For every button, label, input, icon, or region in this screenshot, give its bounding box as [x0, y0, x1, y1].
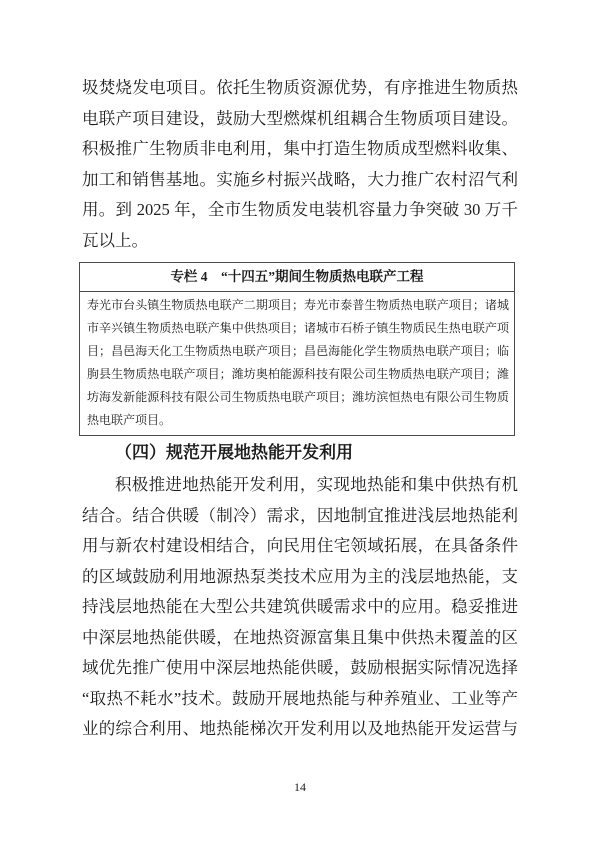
text-line: 中深层地热能供暖，在地热资源富集且集中供热未覆盖的区	[82, 627, 518, 647]
text-line: 积极推广生物质非电利用，集中打造生物质成型燃料收集、	[82, 139, 518, 158]
project-list-line: 朐县生物质热电联产项目；潍坊奥柏能源科技有限公司生物质热电联产项目；潍	[87, 367, 509, 381]
text-line: “取热不耗水”技术。鼓励开展地热能与种养殖业、工业等产	[82, 688, 518, 708]
text-line: 用与新农村建设相结合，向民用住宅领域拓展，在具备条件	[82, 536, 518, 555]
callout-box-title: 专栏 4 “十四五”期间生物质热电联产工程	[80, 263, 514, 292]
text-line: 电联产项目建设，鼓励大型燃煤机组耦合生物质项目建设。	[82, 108, 518, 128]
text-line: 域优先推广使用中深层地热能供暖，鼓励根据实际情况选择	[82, 658, 518, 677]
project-list-line: 市辛兴镇生物质热电联产集中供热项目；诸城市石桥子镇生物质民生热电联产项	[87, 321, 509, 335]
project-list-line: 坊海发新能源科技有限公司生物质热电联产项目；潍坊滨恒热电有限公司生物质	[87, 390, 509, 404]
text-line: 加工和销售基地。实施乡村振兴战略，大力推广农村沼气利	[82, 169, 518, 189]
paragraph-geothermal	[82, 470, 518, 745]
callout-box-zhuanlan-4	[79, 262, 515, 436]
project-list-line: 目；昌邑海天化工生物质热电联产项目；昌邑海能化学生物质热电联产项目；临	[87, 344, 509, 358]
text-line: 积极推进地热能开发利用，实现地热能和集中供热有机	[115, 475, 518, 494]
text-line: 业的综合利用、地热能梯次开发利用以及地热能开发运营与	[82, 719, 518, 738]
paragraph-biomass	[82, 73, 518, 256]
callout-box-body	[80, 292, 514, 435]
text-line: 瓦以上。	[82, 230, 148, 250]
project-list-line: 寿光市台头镇生物质热电联产二期项目；寿光市泰普生物质热电联产项目；诸城	[87, 298, 509, 312]
text-line: 用。到 2025 年，全市生物质发电装机容量力争突破 30 万千	[82, 200, 518, 219]
text-line: 结合。结合供暖（制冷）需求，因地制宜推进浅层地热能利	[82, 505, 518, 525]
text-line: 圾焚烧发电项目。依托生物质资源优势，有序推进生物质热	[82, 78, 518, 97]
text-line: 的区域鼓励利用地源热泵类技术应用为主的浅层地热能，支	[82, 566, 518, 586]
text-line: 持浅层地热能在大型公共建筑供暖需求中的应用。稳妥推进	[82, 597, 518, 616]
section-heading-4: （四）规范开展地热能开发利用	[115, 443, 353, 462]
project-list-line: 热电联产项目。	[87, 413, 172, 427]
page-number: 14	[294, 780, 306, 794]
